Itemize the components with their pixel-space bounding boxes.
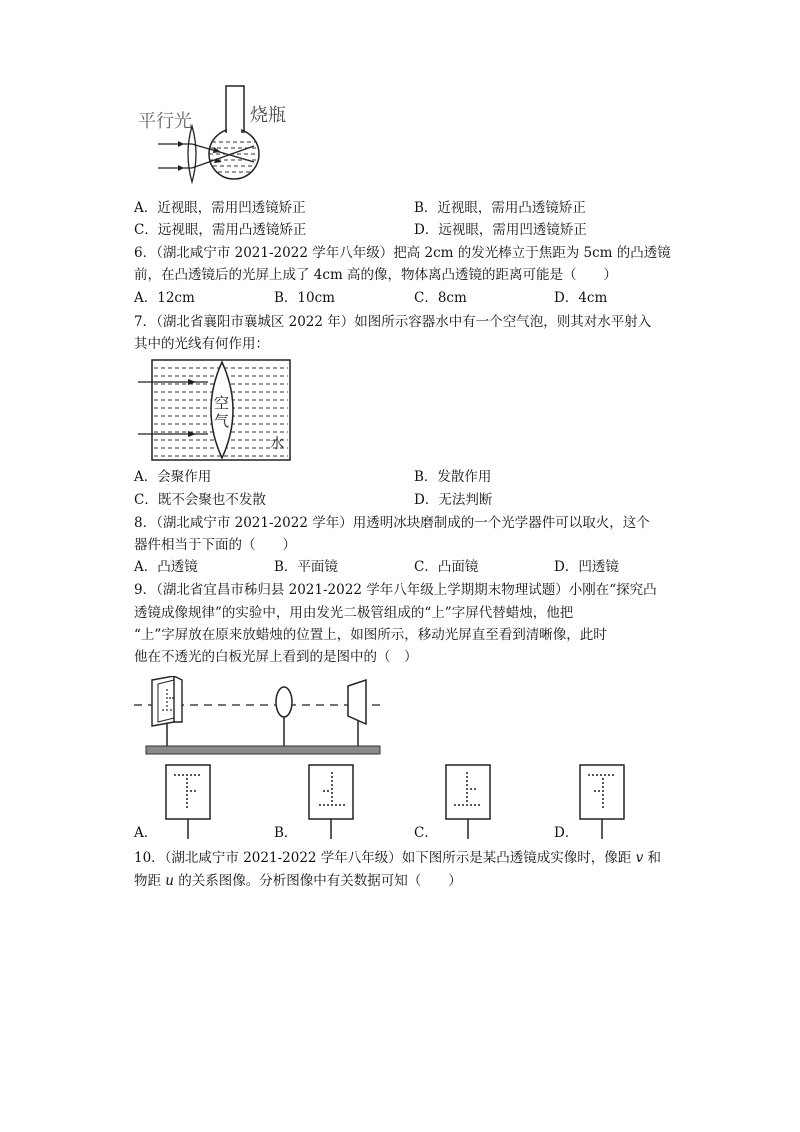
q8-stem-line2: 器件相当于下面的（ ）	[134, 537, 296, 553]
flask-label: 烧瓶	[250, 105, 286, 126]
q10-line2-text: 物距	[134, 873, 166, 889]
q7-option-a[interactable]: A．会聚作用	[134, 469, 212, 485]
q9-choice-c-label[interactable]: C．	[414, 825, 438, 841]
q6-option-c[interactable]: C．8cm	[414, 290, 467, 306]
q5-option-c[interactable]: C．远视眼，需用凸透镜矫正	[134, 222, 307, 238]
q8-option-a[interactable]: A．凸透镜	[134, 559, 198, 575]
q8-option-c[interactable]: C．凸面镜	[414, 559, 479, 575]
q5-option-d[interactable]: D．远视眼，需用凹透镜矫正	[414, 222, 587, 238]
q9-stem-line1: 9．（湖北省宜昌市秭归县 2021-2022 学年八年级上学期期末物理试题）小刚在“探究凸	[134, 582, 657, 598]
q9-choice-d-figure[interactable]	[578, 763, 626, 839]
air-bubble-figure	[138, 358, 294, 462]
q10-v-symbol: v	[635, 850, 644, 866]
q10-stem-line1	[134, 849, 661, 867]
q9-stem-line3: “上”字屏放在原来放蜡烛的位置上，如图所示，移动光屏直至看到清晰像，此时	[134, 627, 607, 643]
q7-option-b[interactable]: B．发散作用	[414, 469, 492, 485]
q7-option-c[interactable]: C．既不会聚也不发散	[134, 492, 266, 508]
q9-choice-c-figure[interactable]	[444, 763, 492, 839]
q7-option-d[interactable]: D．无法判断	[414, 492, 493, 508]
q10-line2-end: 的关系图像。分析图像中有关数据可知（ ）	[174, 873, 462, 889]
q6-stem-line1: 6．（湖北咸宁市 2021-2022 学年八年级）把高 2cm 的发光棒立于焦距为 5cm 的凸透镜	[134, 245, 671, 261]
q5-option-b[interactable]: B．近视眼，需用凸透镜矫正	[414, 200, 586, 216]
q6-option-a[interactable]: A．12cm	[134, 290, 195, 306]
q10-line1-end: 和	[643, 850, 662, 866]
q9-choice-a-figure[interactable]	[164, 763, 212, 839]
q8-option-d[interactable]: D．凹透镜	[554, 559, 619, 575]
air-label-2: 气	[214, 412, 230, 430]
q6-stem-line2: 前，在凸透镜后的光屏上成了 4cm 高的像，物体离凸透镜的距离可能是（ ）	[134, 267, 618, 283]
q6-option-b[interactable]: B．10cm	[274, 290, 335, 306]
q8-stem-line1: 8．（湖北咸宁市 2021-2022 学年）用透明冰块磨制成的一个光学器件可以取火，这个	[134, 515, 650, 531]
q10-stem-line2	[134, 872, 462, 890]
q9-choice-d-label[interactable]: D．	[554, 825, 579, 841]
optical-bench-figure	[134, 676, 384, 760]
flask-figure	[136, 84, 306, 184]
q9-stem-line4: 他在不透光的白板光屏上看到的是图中的（ ）	[134, 649, 418, 665]
q10-line1-text: 10．（湖北咸宁市 2021-2022 学年八年级）如下图所示是某凸透镜成实像时，像距	[134, 850, 636, 866]
q9-choice-b-figure[interactable]	[307, 763, 355, 839]
q7-stem-line1: 7．（湖北省襄阳市襄城区 2022 年）如图所示容器水中有一个空气泡，则其对水平射入	[134, 314, 652, 330]
q8-option-b[interactable]: B．平面镜	[274, 559, 338, 575]
q7-stem-line2: 其中的光线有何作用：	[134, 336, 269, 352]
q6-option-d[interactable]: D．4cm	[554, 290, 608, 306]
q9-choice-b-label[interactable]: B．	[274, 825, 298, 841]
air-label: 空	[214, 394, 230, 412]
parallel-light-label: 平行光	[138, 111, 192, 132]
q5-option-a[interactable]: A．近视眼，需用凹透镜矫正	[134, 200, 306, 216]
water-label: 水	[270, 436, 284, 452]
q9-stem-line2: 透镜成像规律”的实验中，用由发光二极管组成的“上”字屏代替蜡烛，他把	[134, 605, 574, 621]
q9-choice-a-label[interactable]: A．	[134, 825, 158, 841]
q10-u-symbol: u	[165, 873, 174, 889]
